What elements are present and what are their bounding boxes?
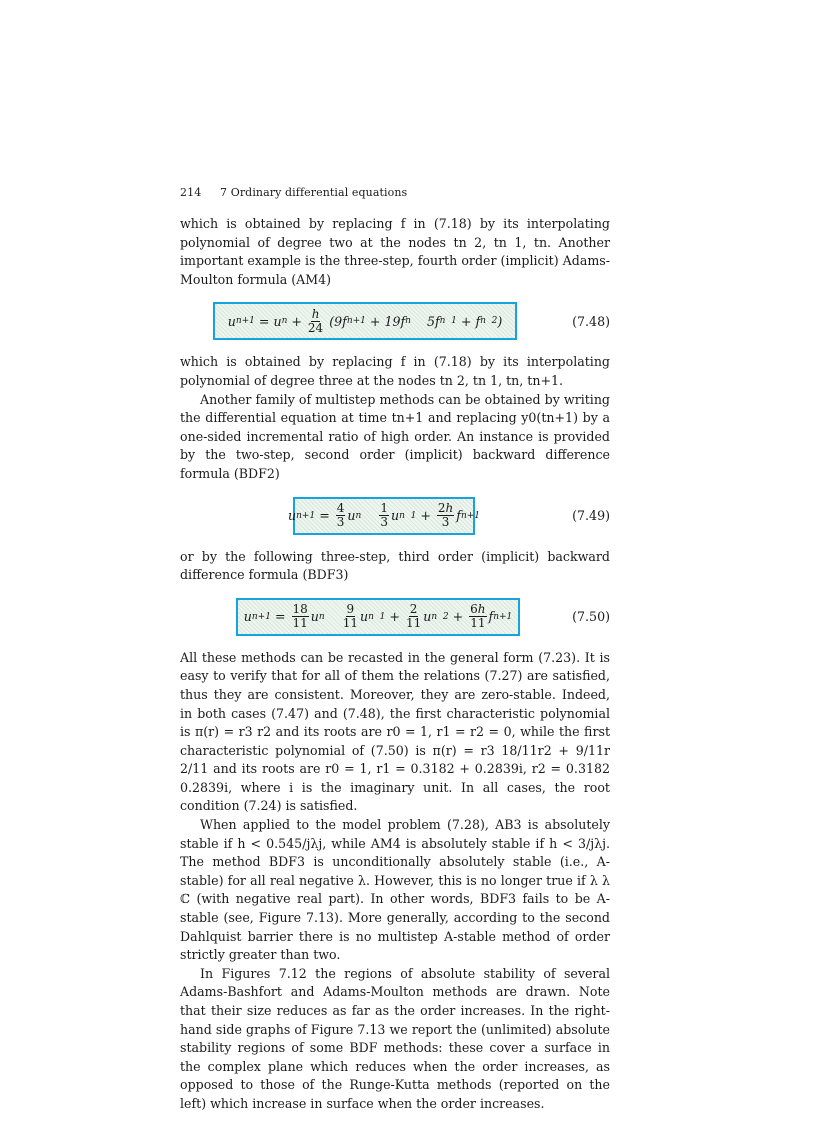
page-number: 214 [180, 186, 202, 199]
paragraph-bdf3-intro: or by the following three-step, third order (implicit) backward difference formula (BDF3) [180, 548, 610, 583]
equation-box-bdf3: u n+1 = $\frac{18}{11}$ u n $\frac{9}{11}$ u n 1 + $\frac{2}{11}$ u n 2 + $\frac{6h}{11}$ f n+1 [236, 598, 520, 636]
equation-am4 [180, 297, 610, 345]
paragraph-bdf-intro: Another family of multistep methods can be obtained by writing the differential equation at time tn+1 and replacing y0(tn+1) by a one-sided incremental ratio of high order. An instance is provided by the two-step, second order (implicit) backward difference formula (BDF2) [180, 391, 610, 481]
paragraph-figures: In Figures 7.12 the regions of absolute stability of several Adams-Bashfort and Adams-Moulton methods are drawn. Note that their size reduces as far as the order increases. In the right-hand side graphs of Figure 7.13 we report the (unlimited) absolute stability regions of some BDF methods: these cover a surface in the complex plane which reduces when the order increases, as opposed to those of the Runge-Kutta methods (reported on the left) which increase in surface when the order increases. [180, 965, 610, 1111]
paragraph-intro: which is obtained by replacing f in (7.18) by its interpolating polynomial of degree two at the nodes tn 2, tn 1, tn. Another important example is the three-step, fourth order (implicit) Adams-Moulton formula (AM4) [180, 216, 610, 287]
equation-bdf3 [180, 593, 610, 641]
running-header [180, 186, 610, 199]
equation-number-bdf3: (7.50) [572, 609, 610, 625]
chapter-title: 7 Ordinary differential equations [220, 186, 408, 199]
page-content [180, 186, 610, 1114]
equation-box-am4: u n+1 = u n + $\frac{h}{24}$ (9 f n+1 + 19 f n 5 f n 1 + f n 2 ) [213, 302, 517, 340]
paragraph-absolute-stability: When applied to the model problem (7.28), AB3 is absolutely stable if h < 0.545/jλj, while AM4 is absolutely stable if h < 3/jλj. The method BDF3 is unconditionally absolutely stable (i.e., A-stable) for all real negative λ. However, this is no longer true if λ λ ℂ (with negative real part). In other words, BDF3 fails to be A-stable (see, Figure 7.13). More generally, according to the second Dahlquist barrier there is no multistep A-stable method of order strictly greater than two. [180, 817, 610, 963]
equation-bdf2 [180, 492, 610, 540]
paragraph-consistency: All these methods can be recasted in the general form (7.23). It is easy to verify that for all of them the relations (7.27) are satisfied, thus they are consistent. Moreover, they are zero-stable. Indeed, in both cases (7.47) and (7.48), the first characteristic polynomial is π(r) = r3 r2 and its roots are r0 = 1, r1 = r2 = 0, while the first characteristic polynomial of (7.50) is π(r) = r3 18/11r2 + 9/11r 2/11 and its roots are r0 = 1, r1 = 0.3182 + 0.2839i, r2 = 0.3182 0.2839i, where i is the imaginary unit. In all cases, the root condition (7.24) is satisfied. [180, 649, 610, 814]
paragraph-am4-explanation: which is obtained by replacing f in (7.18) by its interpolating polynomial of degree three at the nodes tn 2, tn 1, tn, tn+1. [180, 354, 610, 388]
equation-box-bdf2: u n+1 = $\frac{4}{3}$ u n $\frac{1}{3}$ u n 1 + $\frac{2h}{3}$ f n+1 [293, 497, 475, 535]
equation-number-bdf2: (7.49) [572, 508, 610, 524]
equation-number-am4: (7.48) [572, 313, 610, 329]
